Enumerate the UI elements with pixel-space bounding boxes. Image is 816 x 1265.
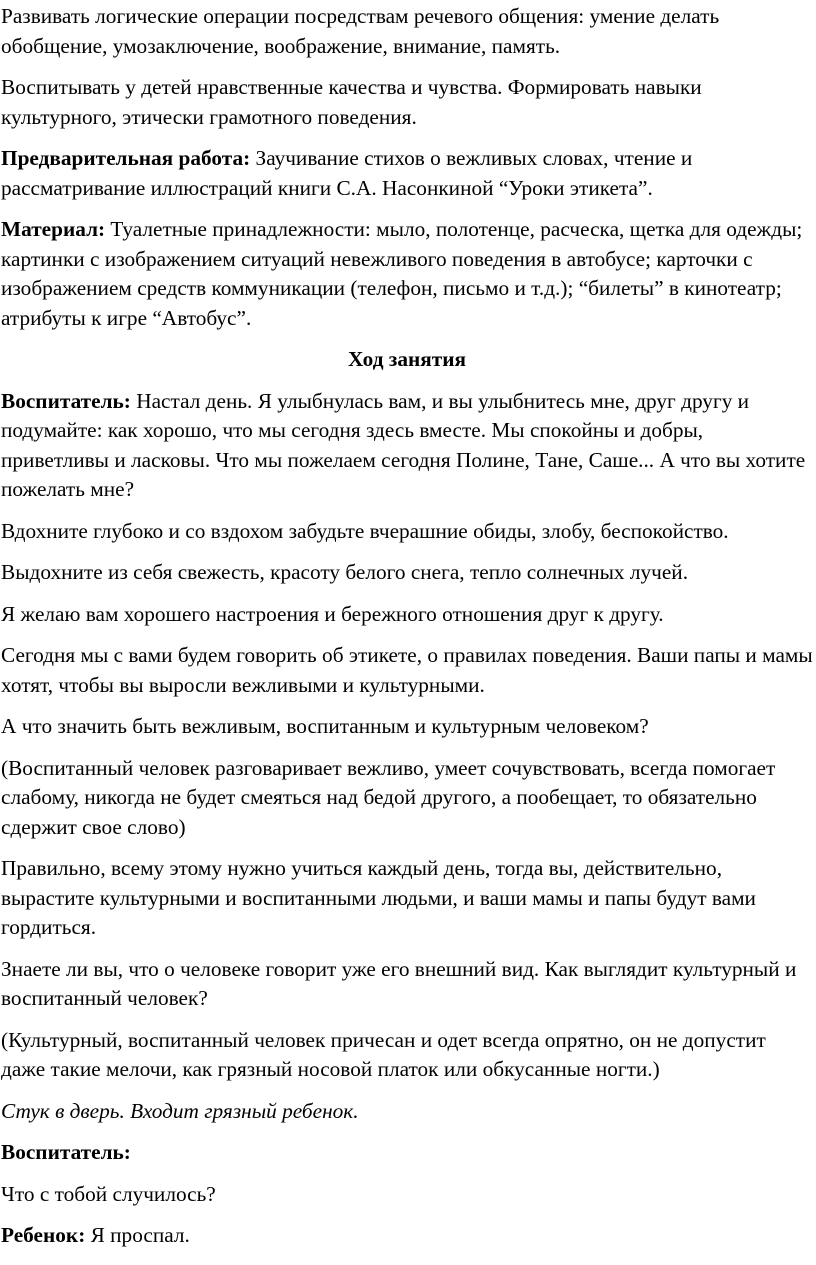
paragraph-preliminary-work	[1, 144, 813, 203]
paragraph-question-polite: А что значить быть вежливым, воспитанным и культурным человеком?	[1, 714, 649, 738]
text-material: Туалетные принадлежности: мыло, полотенце, расческа, щетка для одежды; картинки с изображением ситуаций невежливого поведения в автобусе; карточки с изображением средств коммуникации (телефон, письмо и т.д.); “билеты” в кинотеатр; атрибуты к игре “Автобус”.	[1, 217, 803, 330]
paragraph-question-appearance: Знаете ли вы, что о человеке говорит уже его внешний вид. Как выглядит культурный и воспитанный человек?	[1, 956, 797, 1010]
label-teacher-2: Воспитатель:	[1, 1140, 131, 1164]
paragraph-teacher-intro	[1, 387, 813, 505]
text-preliminary-work: Заучивание стихов о вежливых словах, чтение и рассматривание иллюстраций книги С.А. Насонкиной “Уроки этикета”.	[1, 146, 693, 200]
text-child-answer: Я проспал.	[85, 1223, 190, 1247]
paragraph-exhale: Выдохните из себя свежесть, красоту белого снега, тепло солнечных лучей.	[1, 560, 689, 584]
paragraph-wish: Я желаю вам хорошего настроения и бережного отношения друг к другу.	[1, 601, 664, 626]
paragraph-teacher-label	[1, 1138, 813, 1168]
paragraph-teacher-question: Что с тобой случилось?	[1, 1181, 216, 1206]
label-teacher: Воспитатель:	[1, 388, 131, 413]
paragraph-material	[1, 215, 813, 333]
label-material: Материал:	[1, 217, 106, 241]
section-heading: Ход занятия	[347, 347, 467, 371]
paragraph-answer-appearance: (Культурный, воспитанный человек причесан и одет всегда опрятно, он не допустит даже такие мелочи, как грязный носовой платок или обкусанные ногти.)	[1, 1027, 766, 1081]
label-child: Ребенок:	[1, 1223, 86, 1247]
paragraph-correct: Правильно, всему этому нужно учиться каждый день, тогда вы, действительно, вырастите культурными и воспитанными людьми, и ваши мамы и папы будут вами гордиться.	[1, 856, 756, 939]
paragraph-goals-logic: Развивать логические операции посредствам речевого общения: умение делать обобщение, умозаключение, воображение, внимание, память.	[1, 4, 720, 58]
label-preliminary-work: Предварительная работа:	[1, 146, 251, 170]
paragraph-inhale: Вдохните глубоко и со вздохом забудьте вчерашние обиды, злобу, беспокойство.	[1, 518, 729, 543]
paragraph-stage-direction: Стук в дверь. Входит грязный ребенок.	[1, 1098, 359, 1123]
text-teacher-intro: Настал день. Я улыбнулась вам, и вы улыбнитесь мне, друг другу и подумайте: как хорошо, что мы сегодня здесь вместе. Мы спокойны и добры, приветливы и ласковы. Что мы пожелаем сегодня Полине, Тане, Саше... А что вы хотите пожелать мне?	[1, 388, 806, 501]
paragraph-etiquette: Сегодня мы с вами будем говорить об этикете, о правилах поведения. Ваши папы и мамы хотят, чтобы вы выросли вежливыми и культурными.	[1, 643, 813, 697]
paragraph-child-answer	[1, 1221, 813, 1251]
paragraph-answer-polite: (Воспитанный человек разговаривает вежливо, умеет сочувствовать, всегда помогает слабому, никогда не будет смеяться над бедой другого, а пообещает, то обязательно сдержит свое слово)	[1, 755, 776, 839]
paragraph-goals-moral: Воспитывать у детей нравственные качества и чувства. Формировать навыки культурного, этически грамотного поведения.	[1, 75, 702, 129]
